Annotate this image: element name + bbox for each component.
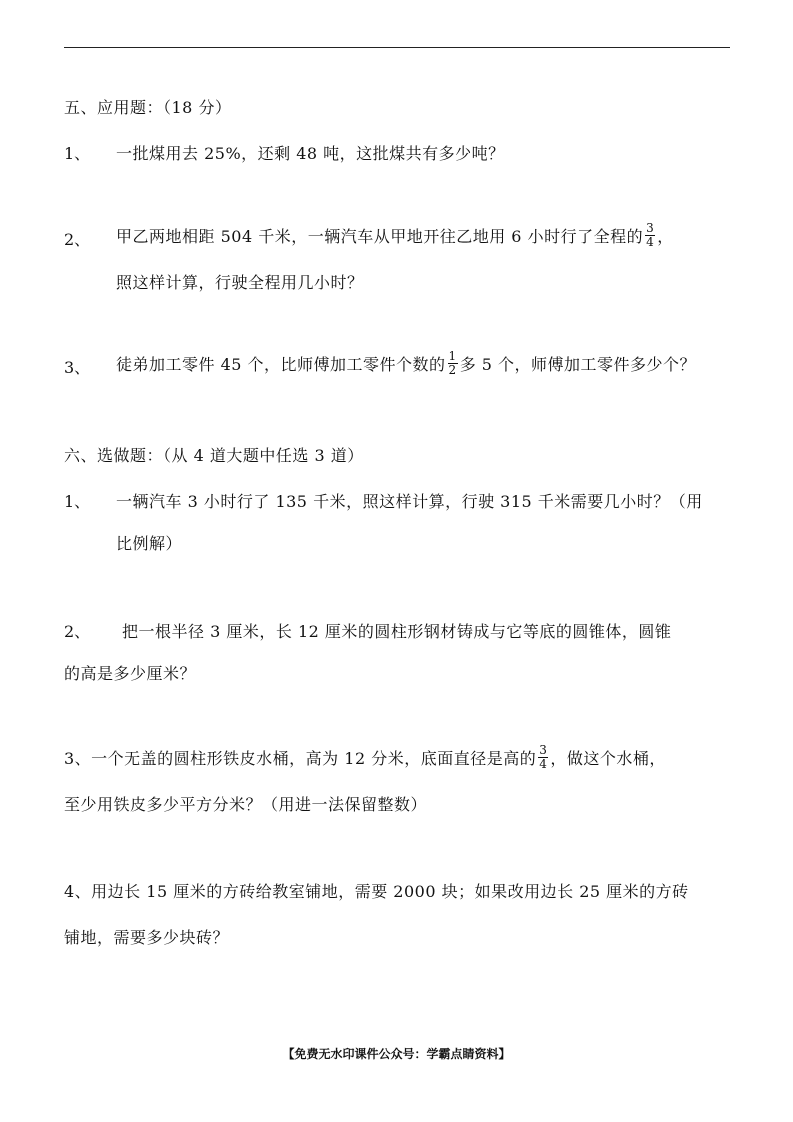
s5-q3-text-b: 多 5 个，师傅加工零件多少个？: [459, 355, 697, 374]
fraction: [645, 222, 655, 249]
s5-q3-number: 3、: [64, 358, 91, 377]
s5-q2-line1: [116, 221, 674, 251]
s6-q3-line2: 至少用铁皮多少平方分米？（用进一法保留整数）: [64, 795, 428, 814]
s5-q1-text: 一批煤用去 25%，还剩 48 吨，这批煤共有多少吨？: [116, 144, 505, 163]
s6-q4-line1: 4、用边长 15 厘米的方砖给教室铺地，需要 2000 块；如果改用边长 25 厘米的方砖: [64, 882, 689, 901]
s6-q3-text-b: ，做这个水桶，: [550, 749, 666, 768]
s6-q3-line1: [64, 743, 666, 773]
fraction-denominator: 2: [448, 363, 457, 377]
s5-q2-text-b: ，: [657, 227, 674, 246]
s6-q1-number: 1、: [64, 492, 91, 511]
s6-q1-line1: 一辆汽车 3 小时行了 135 千米，照这样计算，行驶 315 千米需要几小时？（用: [116, 492, 703, 511]
s5-q1-number: 1、: [64, 144, 91, 163]
s5-q3-line1: [116, 349, 697, 379]
s6-q2-line2: 的高是多少厘米？: [64, 664, 197, 683]
section5-heading: 五、应用题：（18 分）: [64, 98, 232, 117]
s5-q2-line2: 照这样计算，行驶全程用几小时？: [116, 273, 364, 292]
s6-q2-line1: 把一根半径 3 厘米，长 12 厘米的圆柱形钢材铸成与它等底的圆锥体，圆锥: [122, 622, 672, 641]
header-rule: [64, 47, 730, 48]
fraction-denominator: 4: [646, 235, 655, 249]
fraction: [538, 744, 548, 771]
s5-q2-number: 2、: [64, 230, 91, 249]
fraction-numerator: 1: [448, 349, 457, 363]
footer-note: 【免费无水印课件公众号：学霸点睛资料】: [282, 1047, 511, 1061]
s6-q3-text-a: 3、一个无盖的圆柱形铁皮水桶，高为 12 分米，底面直径是高的: [64, 749, 537, 768]
s5-q2-text-a: 甲乙两地相距 504 千米，一辆汽车从甲地开往乙地用 6 小时行了全程的: [116, 227, 644, 246]
fraction-numerator: 3: [539, 743, 548, 757]
section6-heading: 六、选做题：（从 4 道大题中任选 3 道）: [64, 446, 364, 465]
s6-q4-line2: 铺地，需要多少块砖？: [64, 928, 230, 947]
fraction: [448, 350, 458, 377]
fraction-denominator: 4: [539, 757, 548, 771]
s6-q2-number: 2、: [64, 622, 91, 641]
fraction-numerator: 3: [646, 221, 655, 235]
s5-q3-text-a: 徒弟加工零件 45 个，比师傅加工零件个数的: [116, 355, 446, 374]
s6-q1-line2: 比例解）: [116, 534, 183, 553]
